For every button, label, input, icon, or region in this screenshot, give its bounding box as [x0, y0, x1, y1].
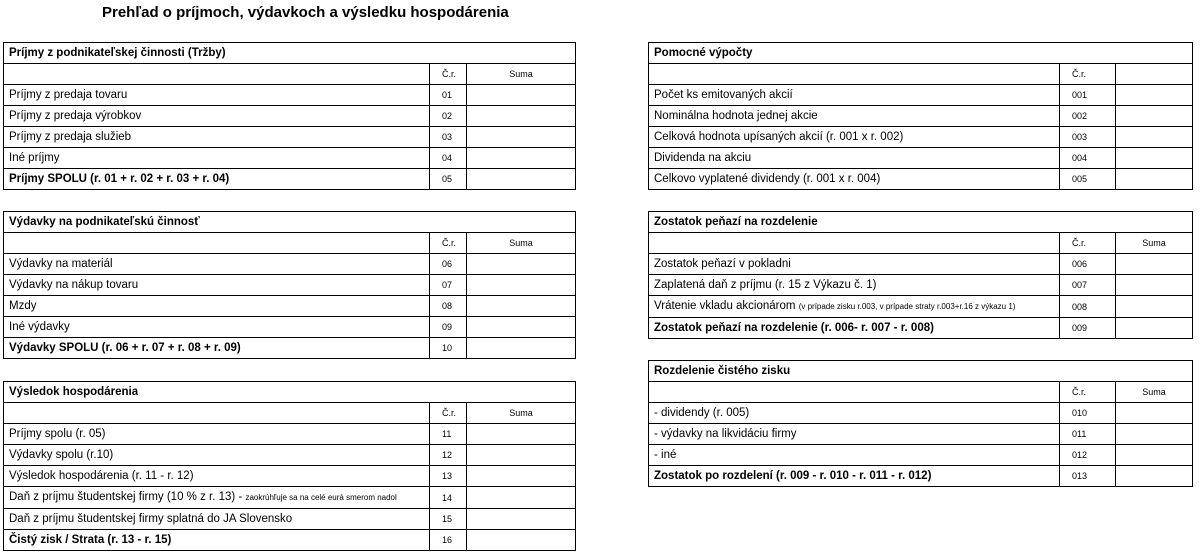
suma-cell[interactable]: [1116, 254, 1193, 275]
row-label-total: Zostatok peňazí na rozdelenie (r. 006- r. 007 - r. 008): [649, 318, 1060, 339]
header-blank: [1116, 64, 1193, 85]
col-cr-header: Č.r.: [430, 403, 467, 424]
row-label: Iné príjmy: [4, 148, 430, 169]
row-number: 12: [430, 445, 467, 466]
section-header: Výsledok hospodárenia: [4, 382, 576, 403]
row-label: Výdavky spolu (r.10): [4, 445, 430, 466]
row-number: 008: [1060, 296, 1116, 318]
suma-cell[interactable]: [1116, 296, 1193, 318]
row-number: 07: [430, 275, 467, 296]
suma-cell[interactable]: [1116, 275, 1193, 296]
row-label: Daň z príjmu študentskej firmy splatná do JA Slovensko: [4, 509, 430, 530]
row-label: Výsledok hospodárenia (r. 11 - r. 12): [4, 466, 430, 487]
row-label: Nominálna hodnota jednej akcie: [649, 106, 1060, 127]
col-suma-header: Suma: [467, 233, 576, 254]
row-label: [4, 487, 430, 509]
suma-cell[interactable]: [467, 106, 576, 127]
suma-cell[interactable]: [467, 445, 576, 466]
suma-cell[interactable]: [1116, 169, 1193, 190]
row-number: 08: [430, 296, 467, 317]
row-number: 04: [430, 148, 467, 169]
row-note: zaokrúhľuje sa na celé eurá smerom nadol: [245, 493, 397, 502]
suma-cell[interactable]: [467, 85, 576, 106]
rozdelenie-table: [648, 360, 1193, 487]
suma-cell[interactable]: [467, 338, 576, 359]
suma-cell[interactable]: [467, 254, 576, 275]
suma-cell[interactable]: [467, 275, 576, 296]
row-label: Celkovo vyplatené dividendy (r. 001 x r. 004): [649, 169, 1060, 190]
row-label-total: Výdavky SPOLU (r. 06 + r. 07 + r. 08 + r. 09): [4, 338, 430, 359]
row-number: 001: [1060, 85, 1116, 106]
suma-cell[interactable]: [1116, 148, 1193, 169]
header-blank: [649, 64, 1060, 85]
suma-cell[interactable]: [467, 148, 576, 169]
row-label: [649, 296, 1060, 318]
row-note: (v prípade zisku r.003, v prípade straty r.003+r.16 z výkazu 1): [798, 302, 1016, 311]
row-number: 03: [430, 127, 467, 148]
row-label: Mzdy: [4, 296, 430, 317]
suma-cell[interactable]: [467, 487, 576, 509]
vysledok-table: [3, 381, 576, 551]
row-number: 09: [430, 317, 467, 338]
section-header: Zostatok peňazí na rozdelenie: [649, 212, 1193, 233]
row-label: - výdavky na likvidáciu firmy: [649, 424, 1060, 445]
suma-cell[interactable]: [467, 530, 576, 551]
col-cr-header: Č.r.: [1060, 64, 1116, 85]
row-number: 15: [430, 509, 467, 530]
col-cr-header: Č.r.: [430, 64, 467, 85]
row-label-total: Príjmy SPOLU (r. 01 + r. 02 + r. 03 + r. 04): [4, 169, 430, 190]
suma-cell[interactable]: [467, 127, 576, 148]
row-label: - iné: [649, 445, 1060, 466]
row-number: 06: [430, 254, 467, 275]
row-label: Výdavky na nákup tovaru: [4, 275, 430, 296]
suma-cell[interactable]: [1116, 445, 1193, 466]
section-header: Príjmy z podnikateľskej činnosti (Tržby): [4, 43, 576, 64]
section-header: Výdavky na podnikateľskú činnosť: [4, 212, 576, 233]
row-number: 009: [1060, 318, 1116, 339]
row-label: - dividendy (r. 005): [649, 403, 1060, 424]
suma-cell[interactable]: [467, 466, 576, 487]
suma-cell[interactable]: [467, 296, 576, 317]
suma-cell[interactable]: [1116, 318, 1193, 339]
row-label: Príjmy z predaja služieb: [4, 127, 430, 148]
row-label-total: Zostatok po rozdelení (r. 009 - r. 010 - r. 011 - r. 012): [649, 466, 1060, 487]
row-label: Zaplatená daň z príjmu (r. 15 z Výkazu č. 1): [649, 275, 1060, 296]
col-suma-header: Suma: [1116, 382, 1193, 403]
prijmy-table: [3, 42, 576, 190]
suma-cell[interactable]: [467, 424, 576, 445]
row-number: 002: [1060, 106, 1116, 127]
header-blank: [649, 233, 1060, 254]
suma-cell[interactable]: [467, 169, 576, 190]
row-number: 003: [1060, 127, 1116, 148]
row-number: 01: [430, 85, 467, 106]
suma-cell[interactable]: [1116, 127, 1193, 148]
col-cr-header: Č.r.: [1060, 233, 1116, 254]
row-label: Dividenda na akciu: [649, 148, 1060, 169]
header-blank: [4, 233, 430, 254]
row-label: Výdavky na materiál: [4, 254, 430, 275]
row-number: 007: [1060, 275, 1116, 296]
row-label: Príjmy spolu (r. 05): [4, 424, 430, 445]
pomocne-table: [648, 42, 1193, 190]
row-label-total: Čistý zisk / Strata (r. 13 - r. 15): [4, 530, 430, 551]
page-title: Prehľad o príjmoch, výdavkoch a výsledku hospodárenia: [102, 4, 509, 21]
row-number: 006: [1060, 254, 1116, 275]
row-label: Zostatok peňazí v pokladni: [649, 254, 1060, 275]
suma-cell[interactable]: [1116, 466, 1193, 487]
row-number: 13: [430, 466, 467, 487]
suma-cell[interactable]: [1116, 424, 1193, 445]
suma-cell[interactable]: [467, 509, 576, 530]
col-suma-header: Suma: [467, 64, 576, 85]
suma-cell[interactable]: [1116, 403, 1193, 424]
row-label-text: Vrátenie vkladu akcionárom: [654, 300, 799, 312]
row-number: 011: [1060, 424, 1116, 445]
row-number: 11: [430, 424, 467, 445]
row-label: Príjmy z predaja tovaru: [4, 85, 430, 106]
row-number: 02: [430, 106, 467, 127]
row-number: 010: [1060, 403, 1116, 424]
col-suma-header: Suma: [467, 403, 576, 424]
header-blank: [649, 382, 1060, 403]
section-header: Rozdelenie čistého zisku: [649, 361, 1193, 382]
col-cr-header: Č.r.: [430, 233, 467, 254]
row-number: 16: [430, 530, 467, 551]
suma-cell[interactable]: [1116, 106, 1193, 127]
header-blank: [4, 403, 430, 424]
suma-cell[interactable]: [467, 317, 576, 338]
row-label: Celková hodnota upísaných akcií (r. 001 x r. 002): [649, 127, 1060, 148]
row-number: 005: [1060, 169, 1116, 190]
vydavky-table: [3, 211, 576, 359]
col-suma-header: Suma: [1116, 233, 1193, 254]
section-header: Pomocné výpočty: [649, 43, 1193, 64]
col-cr-header: Č.r.: [1060, 382, 1116, 403]
header-blank: [4, 64, 430, 85]
row-number: 05: [430, 169, 467, 190]
row-label: Iné výdavky: [4, 317, 430, 338]
row-label-text: Daň z príjmu študentskej firmy (10 % z r. 13) -: [9, 491, 246, 503]
row-number: 14: [430, 487, 467, 509]
row-number: 004: [1060, 148, 1116, 169]
row-number: 10: [430, 338, 467, 359]
zostatok-table: [648, 211, 1193, 339]
row-label: Počet ks emitovaných akcií: [649, 85, 1060, 106]
row-number: 012: [1060, 445, 1116, 466]
row-number: 013: [1060, 466, 1116, 487]
row-label: Príjmy z predaja výrobkov: [4, 106, 430, 127]
suma-cell[interactable]: [1116, 85, 1193, 106]
